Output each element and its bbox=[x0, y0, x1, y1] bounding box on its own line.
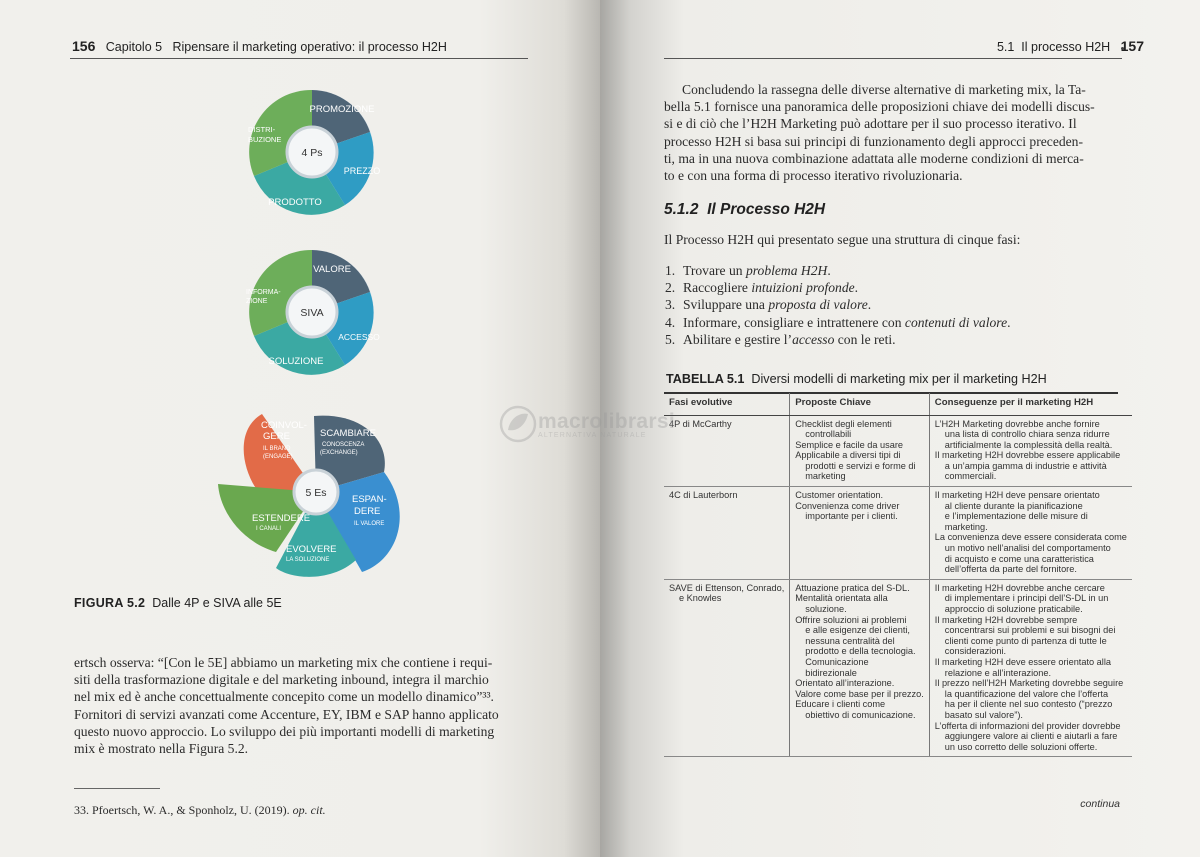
list-item: 4. Informare, consigliare e intrattenere con contenuti di valore. bbox=[665, 314, 1011, 330]
cell-line: approccio di soluzione praticabile. bbox=[944, 604, 1083, 614]
label-conoscenza: CONOSCENZA bbox=[322, 442, 365, 448]
cell-line: prodotti e servizi e forme di bbox=[805, 460, 916, 471]
intro-line: to e con una forma di processo iterativo rivoluzionaria. bbox=[664, 168, 963, 184]
cell-line: e l’implementazione delle misure di bbox=[944, 511, 1088, 522]
label-estendere: ESTENDERE bbox=[252, 513, 311, 524]
section-title: 5.1.2 Il Processo H2H bbox=[664, 201, 826, 218]
table-cell-proposte bbox=[790, 415, 930, 487]
header-rule bbox=[70, 58, 528, 59]
table-label: TABELLA 5.1 bbox=[666, 372, 745, 386]
cell-line: obiettivo di comunicazione. bbox=[805, 709, 916, 720]
right-intro-text bbox=[664, 81, 1120, 184]
cell-line: Educare i clienti come bbox=[795, 699, 886, 710]
cell-line: Checklist degli elementi bbox=[795, 418, 892, 429]
watermark-name: macrolibrarsi bbox=[538, 409, 675, 433]
cell-line: importante per i clienti. bbox=[805, 511, 898, 522]
list-item: 3. Sviluppare una proposta di valore. bbox=[665, 297, 872, 313]
intro-line: ti, ma in una nuova combinazione adattata alle moderne condizioni di merca- bbox=[664, 150, 1084, 166]
cell-line: Attuazione pratica del S-DL. bbox=[795, 582, 910, 593]
intro-line: bella 5.1 fornisce una panoramica delle proposizioni chiave dei modelli discus- bbox=[664, 99, 1095, 115]
center-siva: SIVA bbox=[300, 307, 324, 319]
table-cell-conseguenze bbox=[929, 579, 1132, 757]
cell-line: e alle esigenze dei clienti, bbox=[805, 625, 910, 636]
cell-line: al cliente durante la pianificazione bbox=[944, 500, 1083, 511]
body-line: siti della trasformazione digitale e del marketing inbound, integra il marchio bbox=[74, 672, 489, 688]
intro-line: processo H2H si basa sui principi di funzionamento degli approcci preceden- bbox=[664, 133, 1084, 149]
watermark-text bbox=[538, 410, 675, 439]
body-line: mix è mostrato nella Figura 5.2. bbox=[74, 741, 249, 757]
cell-line: una lista di controllo chiara senza ridurre bbox=[944, 429, 1110, 440]
footnote-text: 33. Pfoertsch, W. A., & Sponholz, U. (2019). bbox=[74, 803, 293, 817]
label-scambiare: SCAMBIARE bbox=[320, 428, 376, 439]
label-gere: GERE bbox=[263, 431, 290, 442]
cell-line: commerciali. bbox=[944, 471, 997, 482]
cell-line: bidirezionale bbox=[805, 667, 857, 678]
continua-note: continua bbox=[1080, 798, 1120, 810]
label-informa: INFORMA- bbox=[246, 289, 281, 296]
table-cell-fase bbox=[664, 487, 790, 580]
cell-line: La convenienza deve essere considerata come bbox=[934, 532, 1127, 543]
running-head-right bbox=[997, 38, 1144, 54]
figure-label: FIGURA 5.2 bbox=[74, 596, 146, 610]
label-espan: ESPAN- bbox=[352, 494, 387, 505]
label-prezzo: PREZZO bbox=[343, 166, 381, 176]
cell-line: artificialmente la complessità della realtà. bbox=[944, 439, 1113, 450]
diagram-4ps bbox=[240, 84, 385, 219]
footnote-rule bbox=[74, 788, 160, 789]
table-body bbox=[664, 415, 1132, 757]
center-5es: 5 Es bbox=[305, 487, 327, 499]
cell-line: Il marketing H2H deve essere orientato alla bbox=[934, 656, 1111, 667]
table-5-1 bbox=[664, 393, 1132, 757]
label-promozione: PROMOZIONE bbox=[309, 104, 375, 115]
cell-line: e Knowles bbox=[679, 593, 722, 604]
section-head: 5.1 Il processo H2H bbox=[996, 40, 1111, 54]
cell-line: marketing. bbox=[944, 521, 988, 532]
label-buzione: BUZIONE bbox=[248, 135, 282, 144]
cell-line: marketing bbox=[805, 471, 846, 482]
cell-line: nessuna centralità del bbox=[805, 635, 895, 646]
body-line: nel mix ed è anche concettualmente concepito come un modello dinamico”³³. bbox=[74, 689, 494, 705]
watermark-tagline: ALTERNATIVA NATURALE bbox=[538, 431, 647, 439]
cell-line: basato sul valore”). bbox=[944, 709, 1023, 720]
list-item: 1. Trovare un problema H2H. bbox=[665, 263, 831, 278]
intro-line: si e di ciò che l’H2H Marketing può adottare per il suo processo iterativo. Il bbox=[664, 116, 1077, 132]
list-item: 2. Raccogliere intuizioni profonde. bbox=[665, 280, 859, 296]
cell-line: di implementare i principi dell’S-DL in un bbox=[944, 593, 1109, 604]
table-row bbox=[664, 579, 1132, 757]
label-il-brand: IL BRAND bbox=[263, 446, 291, 452]
table-cell-conseguenze bbox=[929, 415, 1132, 487]
label-valore: VALORE bbox=[313, 264, 351, 275]
label-il-valore: IL VALORE bbox=[354, 521, 385, 527]
label-la-soluzione: LA SOLUZIONE bbox=[286, 557, 330, 563]
table-title-text: Diversi modelli di marketing mix per il marketing H2H bbox=[751, 372, 1047, 386]
cell-line: Semplice e facile da usare bbox=[795, 439, 904, 450]
running-head-left bbox=[72, 38, 447, 54]
cell-line: Il prezzo nell’H2H Marketing dovrebbe seguire bbox=[934, 678, 1124, 689]
body-line: ertsch osserva: “[Con le 5E] abbiamo un marketing mix che contiene i requi- bbox=[74, 655, 493, 670]
center-4ps: 4 Ps bbox=[301, 147, 323, 159]
cell-line: un motivo nell’analisi del comportamento bbox=[944, 543, 1111, 554]
label-i-canali: I CANALI bbox=[256, 526, 282, 532]
table-header: Conseguenze per il marketing H2H bbox=[929, 393, 1132, 415]
list-item: 5. Abilitare e gestire l’accesso con le reti. bbox=[665, 331, 896, 347]
cell-line: Customer orientation. bbox=[795, 490, 884, 501]
watermark bbox=[498, 404, 675, 444]
table-cell-proposte bbox=[790, 487, 930, 580]
cell-line: la quantificazione del valore che l’offerta bbox=[944, 688, 1109, 699]
table-header-row bbox=[664, 393, 1132, 415]
table-cell-fase bbox=[664, 579, 790, 757]
cell-line: dell’offerta da parte del fornitore. bbox=[944, 564, 1077, 575]
header-rule-right bbox=[664, 58, 1122, 59]
intro-line: Concludendo la rassegna delle diverse alternative di marketing mix, la Ta- bbox=[682, 82, 1086, 97]
cell-line: Il marketing H2H dovrebbe sempre bbox=[934, 614, 1078, 625]
cell-line: un uso corretto delle soluzioni offerte. bbox=[944, 741, 1098, 752]
cell-line: clienti come punto di partenza di tutte le bbox=[944, 635, 1107, 646]
cell-line: prodotto e della tecnologia. bbox=[805, 646, 916, 657]
cell-line: Applicabile a diversi tipi di bbox=[795, 450, 901, 461]
cell-line: Offrire soluzioni ai problemi bbox=[795, 614, 907, 625]
label-distri: DISTRI- bbox=[248, 125, 276, 134]
cell-line: soluzione. bbox=[805, 604, 847, 614]
cell-line: Il marketing H2H dovrebbe essere applicabile bbox=[934, 450, 1121, 461]
steps-list bbox=[665, 262, 1011, 348]
cell-line: Il marketing H2H dovrebbe anche cercare bbox=[934, 582, 1105, 593]
diagram-5es bbox=[214, 402, 419, 587]
label-dere: DERE bbox=[354, 506, 381, 517]
left-body-text bbox=[74, 654, 530, 757]
footnote bbox=[74, 803, 326, 818]
page-number-right: 157 bbox=[1120, 38, 1144, 54]
page-number: 156 bbox=[72, 38, 96, 54]
section-intro bbox=[664, 231, 1120, 248]
table-title bbox=[666, 372, 1047, 386]
label-prodotto: PRODOTTO bbox=[268, 197, 322, 208]
figure-caption-text: Dalle 4P e SIVA alle 5E bbox=[152, 596, 282, 610]
diagram-siva bbox=[240, 246, 385, 381]
cell-line: concentrarsi sui problemi e sui bisogni dei bbox=[944, 625, 1116, 636]
chapter-title: Capitolo 5 Ripensare il marketing operativo: il processo H2H bbox=[105, 40, 447, 54]
figure-caption bbox=[74, 596, 282, 610]
section-intro-line: Il Processo H2H qui presentato segue una struttura di cinque fasi: bbox=[664, 232, 1021, 247]
label-engage: (ENGAGE) bbox=[263, 454, 293, 460]
table-cell-proposte bbox=[790, 579, 930, 757]
label-zione: ZIONE bbox=[246, 298, 268, 305]
cell-line: Mentalità orientata alla bbox=[795, 593, 888, 604]
label-accesso: ACCESSO bbox=[338, 332, 380, 342]
body-line: questo nuovo approccio. Lo sviluppo dei più importanti modelli di marketing bbox=[74, 723, 495, 739]
cell-line: L’H2H Marketing dovrebbe anche fornire bbox=[934, 418, 1100, 429]
cell-line: relazione e all’interazione. bbox=[944, 667, 1052, 678]
label-exchange: (EXCHANGE) bbox=[320, 450, 358, 456]
cell-line: 4C di Lauterborn bbox=[669, 490, 738, 501]
footnote-italic: op. cit. bbox=[292, 803, 326, 817]
cell-line: Il marketing H2H deve pensare orientato bbox=[934, 490, 1100, 501]
leaf-icon bbox=[498, 404, 538, 444]
label-evolvere: EVOLVERE bbox=[286, 544, 337, 555]
cell-line: SAVE di Ettenson, Conrado, bbox=[669, 582, 785, 593]
table-cell-conseguenze bbox=[929, 487, 1132, 580]
cell-line: a un’ampia gamma di industrie e attività bbox=[944, 460, 1107, 471]
table-cell-fase bbox=[664, 415, 790, 487]
cell-line: Orientato all’interazione. bbox=[795, 678, 895, 689]
table-row bbox=[664, 487, 1132, 580]
body-line: Fornitori di servizi avanzati come Accenture, EY, IBM e SAP hanno applicato bbox=[74, 706, 499, 722]
cell-line: 4P di McCarthy bbox=[669, 418, 732, 429]
cell-line: considerazioni. bbox=[944, 646, 1007, 657]
table-row bbox=[664, 415, 1132, 487]
label-coinvol: COINVOL- bbox=[261, 420, 307, 431]
cell-line: di acquisto e come una caratteristica bbox=[944, 553, 1094, 564]
label-soluzione: SOLUZIONE bbox=[268, 356, 324, 367]
cell-line: aggiungere valore ai clienti e aiutarli a fare bbox=[944, 731, 1118, 742]
cell-line: Convenienza come driver bbox=[795, 500, 900, 511]
table-header: Proposte Chiave bbox=[790, 393, 930, 415]
table-header: Fasi evolutive bbox=[664, 393, 790, 415]
cell-line: Valore come base per il prezzo. bbox=[795, 688, 924, 699]
cell-line: Comunicazione bbox=[805, 656, 869, 667]
cell-line: ha per il cliente nel suo contesto (“prezzo bbox=[944, 699, 1113, 710]
cell-line: controllabili bbox=[805, 429, 852, 440]
cell-line: L’offerta di informazioni del provider dovrebbe bbox=[934, 720, 1121, 731]
